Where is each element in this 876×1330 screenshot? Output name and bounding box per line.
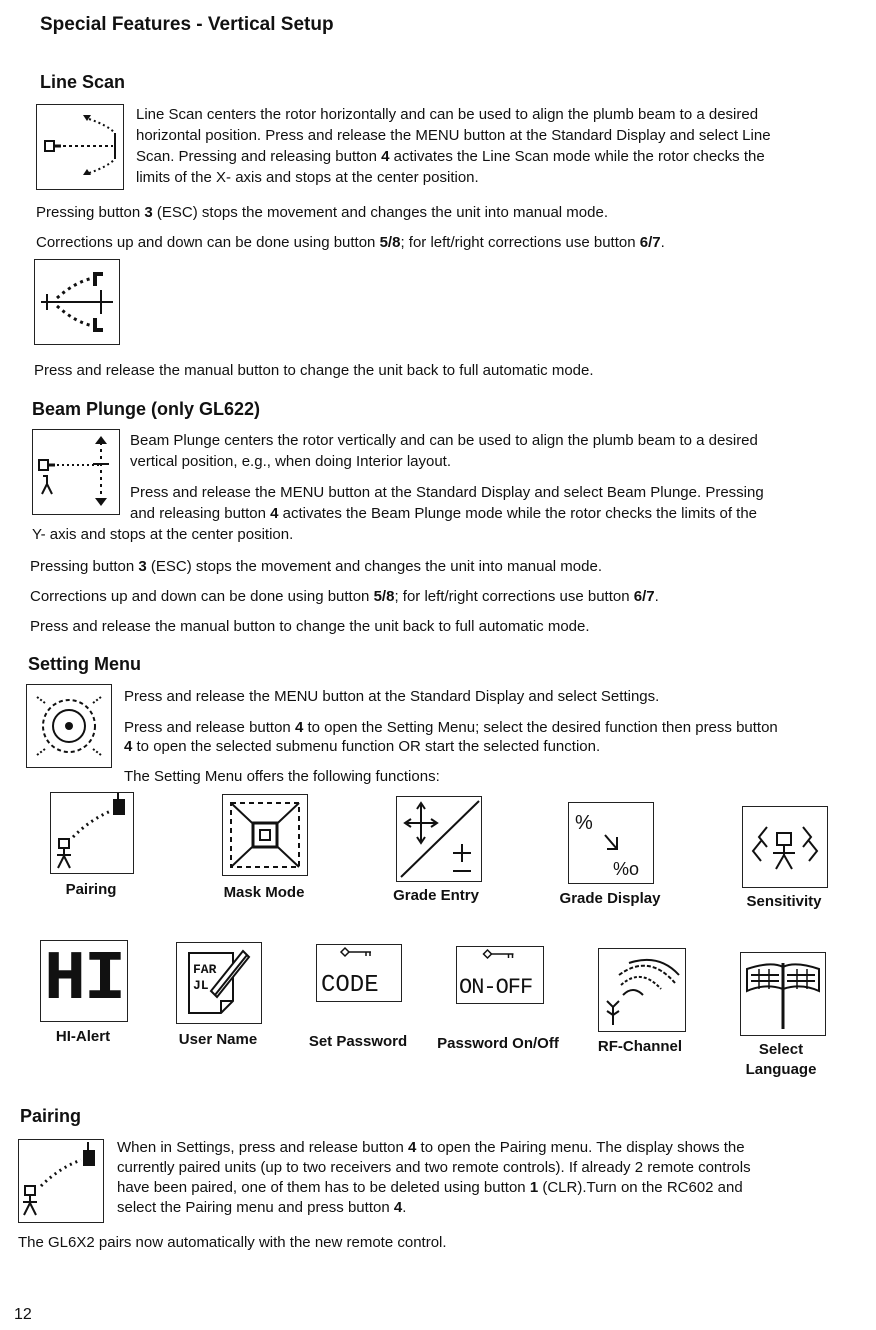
function-label: Set Password — [308, 1033, 408, 1050]
text-line: When in Settings, press and release button 4 to open the Pairing menu. The display shows the — [117, 1139, 745, 1156]
hi-alert-icon: HI — [40, 940, 128, 1022]
text-line: select the Pairing menu and press button 4. — [117, 1199, 407, 1216]
text-line: Scan. Pressing and releasing button 4 activates the Line Scan mode while the rotor checks the — [136, 148, 765, 165]
function-label: Grade Display — [559, 890, 661, 907]
pairing-auto: The GL6X2 pairs now automatically with the new remote control. — [18, 1234, 447, 1251]
line-scan-esc: Pressing button 3 (ESC) stops the movement and changes the unit into manual mode. — [36, 204, 609, 221]
text-line: Line Scan centers the rotor horizontally and can be used to align the plumb beam to a desired — [136, 106, 759, 123]
mask-mode-icon — [222, 794, 308, 876]
setting-menu-l4: The Setting Menu offers the following functions: — [124, 768, 440, 785]
line-scan-corrections: Corrections up and down can be done using button 5/8; for left/right corrections use button 6/7. — [36, 234, 665, 251]
sensitivity-icon — [742, 806, 828, 888]
function-label: Mask Mode — [223, 884, 305, 901]
function-label: Sensitivity — [746, 893, 822, 910]
select-language-icon — [740, 952, 826, 1036]
text-line: Beam Plunge centers the rotor vertically and can be used to align the plumb beam to a desired — [130, 432, 758, 449]
svg-text:%o: %o — [613, 859, 640, 879]
pairing-section-icon — [18, 1139, 104, 1223]
svg-text:JL: JL — [193, 978, 209, 993]
function-label: Password On/Off — [437, 1035, 559, 1052]
svg-text:%: % — [575, 812, 593, 834]
user-name-icon — [176, 942, 262, 1024]
page-title: Special Features - Vertical Setup — [40, 14, 334, 35]
function-label: User Name — [178, 1031, 258, 1048]
setting-menu-l2 — [124, 718, 864, 756]
settings-gear-icon — [26, 684, 112, 768]
function-label: Grade Entry — [393, 887, 479, 904]
text-line: 4 to open the selected submenu function OR start the selected function. — [124, 738, 601, 755]
text-line: currently paired units (up to two receivers and two remote controls). If already 2 remote controls — [117, 1159, 751, 1176]
beam-plunge-intro — [130, 430, 870, 472]
line-scan-icon — [36, 104, 124, 190]
text-line: Press and release button 4 to open the Setting Menu; select the desired function then press button — [124, 719, 778, 736]
grade-entry-icon — [396, 796, 482, 882]
svg-text:FAR: FAR — [193, 962, 217, 977]
text-line: Press and release the MENU button at the Standard Display and select Beam Plunge. Pressing — [130, 484, 764, 501]
function-label: RF-Channel — [597, 1038, 683, 1055]
beam-plunge-steps — [130, 482, 870, 524]
line-scan-adjust-icon — [34, 259, 120, 345]
beam-plunge-manual: Press and release the manual button to change the unit back to full automatic mode. — [30, 618, 590, 635]
setting-menu-l1: Press and release the MENU button at the Standard Display and select Settings. — [124, 688, 660, 705]
text-line: horizontal position. Press and release the MENU button at the Standard Display and select Line — [136, 127, 771, 144]
pairing-icon — [50, 792, 134, 874]
pairing-heading: Pairing — [20, 1106, 82, 1126]
line-scan-heading: Line Scan — [40, 72, 126, 92]
text-line: have been paired, one of them has to be deleted using button 1 (CLR).Turn on the RC602 and — [117, 1179, 743, 1196]
text-line: and releasing button 4 activates the Beam Plunge mode while the rotor checks the limits of the — [130, 505, 758, 522]
password-onoff-icon: ON-OFF — [456, 946, 544, 1004]
page-number: 12 — [14, 1306, 32, 1323]
grade-display-icon — [568, 802, 654, 884]
set-password-icon: CODE — [316, 944, 402, 1002]
text-line: limits of the X- axis and stops at the center position. — [136, 169, 479, 186]
text-line: vertical position, e.g., when doing Interior layout. — [130, 453, 452, 470]
pairing-text — [117, 1138, 857, 1218]
function-label: HI-Alert — [55, 1028, 111, 1045]
line-scan-manual: Press and release the manual button to change the unit back to full automatic mode. — [34, 362, 594, 379]
beam-plunge-corrections: Corrections up and down can be done using button 5/8; for left/right corrections use button 6/7. — [30, 588, 659, 605]
line-scan-intro — [136, 104, 872, 188]
function-label: Pairing — [65, 881, 117, 898]
setting-menu-heading: Setting Menu — [28, 654, 141, 674]
beam-plunge-heading: Beam Plunge (only GL622) — [32, 399, 261, 419]
rf-channel-icon — [598, 948, 686, 1032]
function-label: Select Language — [745, 1041, 817, 1078]
beam-plunge-icon — [32, 429, 120, 515]
beam-plunge-esc: Pressing button 3 (ESC) stops the movement and changes the unit into manual mode. — [30, 558, 603, 575]
beam-plunge-axis: Y- axis and stops at the center position. — [32, 526, 294, 543]
